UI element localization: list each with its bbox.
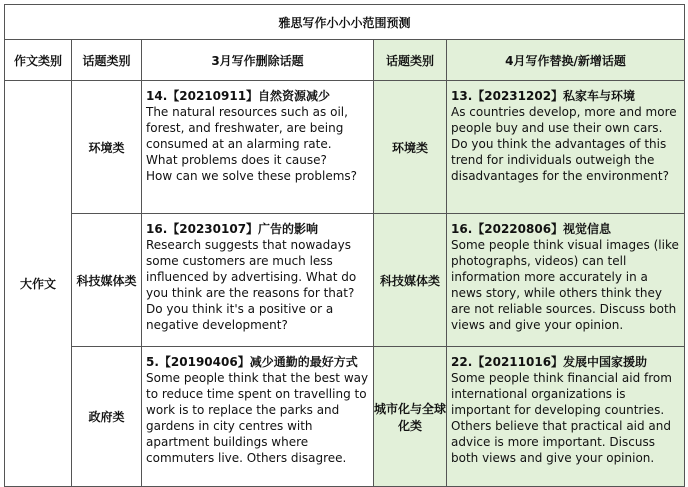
table-row [5, 347, 685, 487]
header-row [5, 40, 685, 81]
new-topic-body: Some people think financial aid from international organizations is important for developing countries. Others believe that practical aid and advice is more important. Discuss both views and give your opinion. [451, 371, 672, 465]
removed-topic-body: Research suggests that nowadays some customers are much less influenced by advertising. What do you think are the reasons for that? Do you think it's a positive or a negative development? [146, 238, 357, 332]
right-category-cell: 科技媒体类 [374, 214, 447, 347]
new-topic-cell [447, 214, 685, 347]
header-topic-category-left: 话题类别 [72, 40, 142, 81]
removed-topic-heading: 5.【20190406】减少通勤的最好方式 [146, 355, 358, 369]
header-essay-category: 作文类别 [5, 40, 72, 81]
left-category-cell: 科技媒体类 [72, 214, 142, 347]
removed-topic-heading: 14.【20210911】自然资源减少 [146, 89, 331, 103]
new-topic-cell [447, 81, 685, 214]
right-category-cell: 城市化与全球化类 [374, 347, 447, 487]
new-topic-body: Some people think visual images (like photographs, videos) can tell information more accurately in a news story, while others think they are not reliable sources. Discuss both views and give your opinion. [451, 238, 679, 332]
table-row [5, 214, 685, 347]
table-row [5, 81, 685, 214]
prediction-table-wrapper [4, 4, 684, 487]
essay-type-cell: 大作文 [5, 81, 72, 487]
header-march-removed: 3月写作删除话题 [142, 40, 374, 81]
new-topic-body: As countries develop, more and more people buy and use their own cars. Do you think the advantages of this trend for individuals outweigh the disadvantages for the environment? [451, 105, 677, 183]
title-row [5, 5, 685, 40]
right-category-cell: 环境类 [374, 81, 447, 214]
left-category-cell: 政府类 [72, 347, 142, 487]
header-april-new: 4月写作替换/新增话题 [447, 40, 685, 81]
prediction-table [4, 4, 685, 487]
new-topic-heading: 13.【20231202】私家车与环境 [451, 89, 636, 103]
removed-topic-heading: 16.【20230107】广告的影响 [146, 222, 319, 236]
removed-topic-body: The natural resources such as oil, forest, and freshwater, are being consumed at an alarming rate. What problems does it cause? How can we solve these problems? [146, 105, 358, 183]
new-topic-cell [447, 347, 685, 487]
removed-topic-body: Some people think that the best way to reduce time spent on travelling to work is to replace the parks and gardens in city centres with apartment buildings where commuters live. Others disagree. [146, 371, 369, 465]
removed-topic-cell [142, 81, 374, 214]
new-topic-heading: 22.【20211016】发展中国家援助 [451, 355, 648, 369]
new-topic-heading: 16.【20220806】视觉信息 [451, 222, 612, 236]
left-category-cell: 环境类 [72, 81, 142, 214]
removed-topic-cell [142, 347, 374, 487]
header-topic-category-right: 话题类别 [374, 40, 447, 81]
table-title: 雅思写作小小小范围预测 [5, 5, 685, 40]
removed-topic-cell [142, 214, 374, 347]
